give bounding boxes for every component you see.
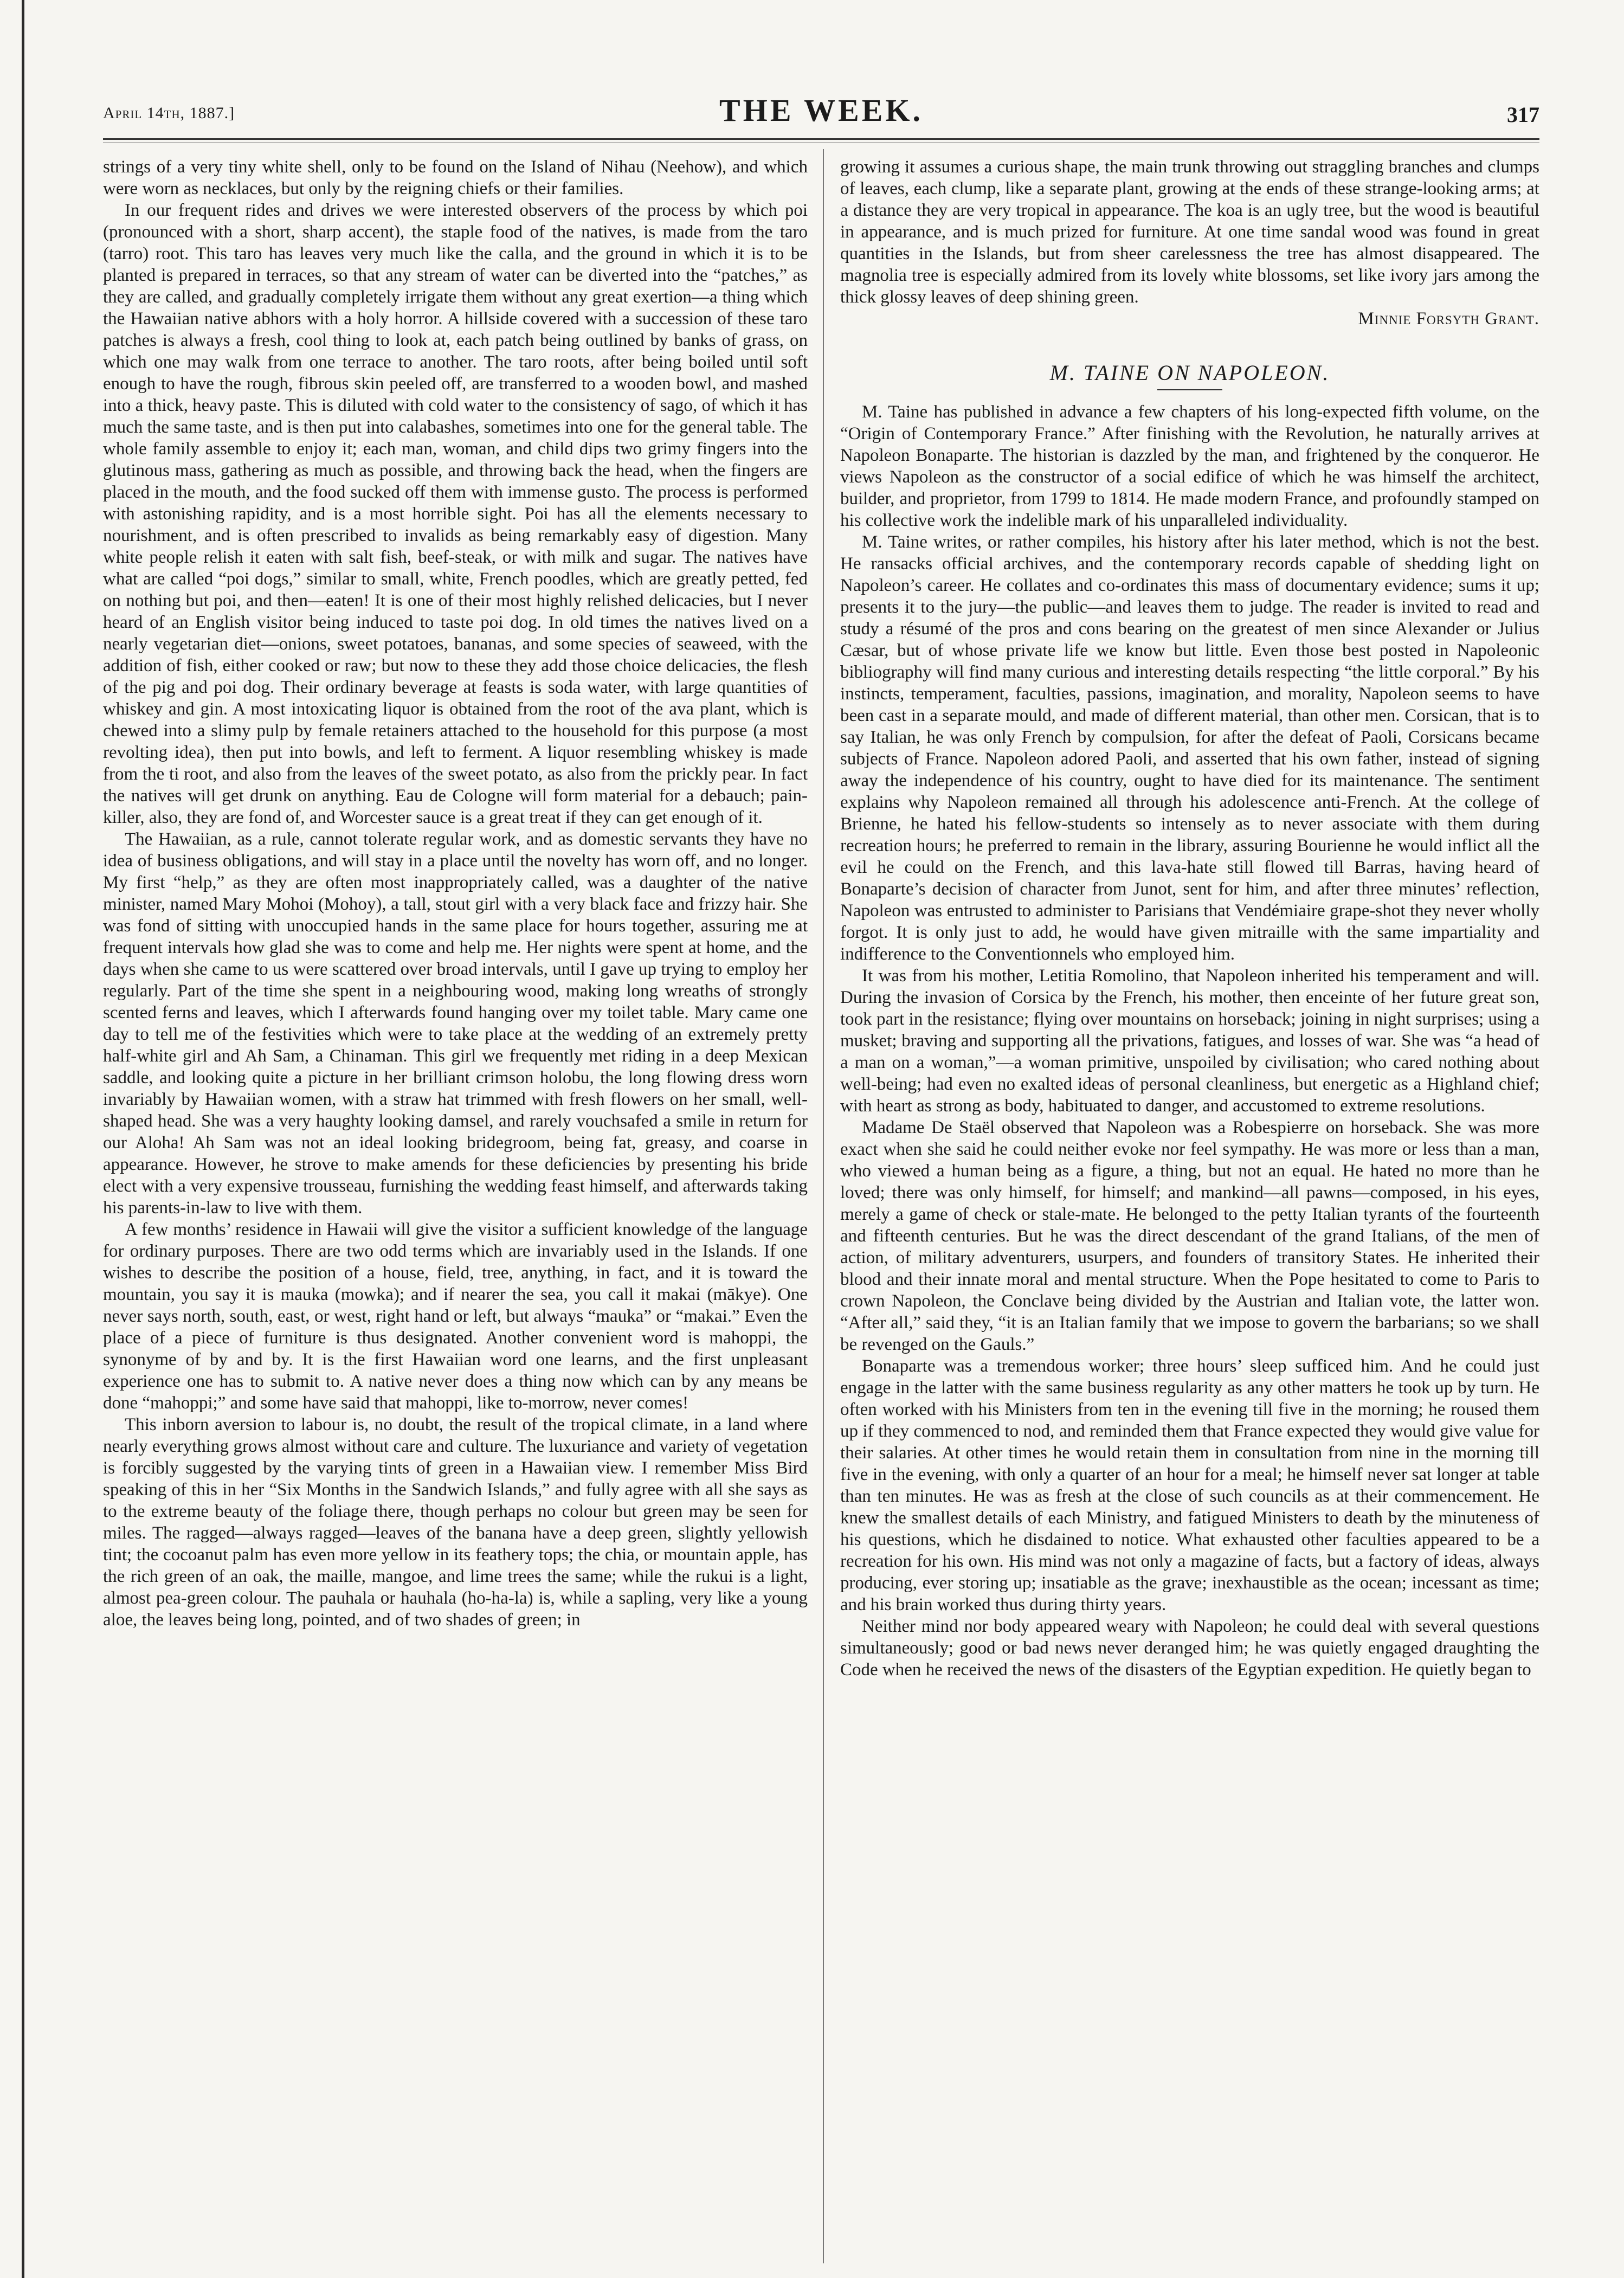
article-title: M. TAINE ON NAPOLEON. xyxy=(1049,361,1330,385)
paragraph: M. Taine has published in advance a few chapters of his long-expected fifth volume, on the “Origin of Contemporary France.” After finishing with the Revolution, he naturally arrives at Napoleon Bonaparte. The historian is dazzled by the man, and frightened by the conqueror. He views Napoleon as the constructor of a social edifice of which he was himself the architect, builder, and proprietor, from 1799 to 1814. He made modern France, and profoundly stamped on his collective work the indelible mark of his unparalleled individuality. xyxy=(840,402,1539,530)
title-rule xyxy=(1157,389,1222,390)
paragraph: A few months’ residence in Hawaii will give the visitor a sufficient knowledge of the language for ordinary purposes. There are two odd terms which are invariably used in the Islands. If one wishes to describe the position of a house, field, tree, anything, in fact, and it is toward the mountain, you say it is mauka (mowka); and if nearer the sea, you call it makai (mākye). One never says north, south, east, or west, right hand or left, but always “mauka” or “makai.” Even the place of a piece of furniture is thus designated. Another convenient word is mahoppi, the synonyme of by and by. It is the first Hawaiian word one learns, and the first unpleasant experience one has to submit to. A native never does a thing now which can by any means be done “mahoppi;” and some have said that mahoppi, like to-morrow, never comes! xyxy=(103,1220,808,1413)
page-edge-rule xyxy=(22,0,24,2278)
paragraph: This inborn aversion to labour is, no doubt, the result of the tropical climate, in a land where nearly everything grows almost without care and culture. The luxuriance and variety of vegetation is forcibly suggested by the varying tints of green in a Hawaiian view. I remember Miss Bird speaking of this in her “Six Months in the Sandwich Islands,” and fully agree with all she says as to the extreme beauty of the foliage there, though perhaps no colour but green may be seen for miles. The ragged—always ragged—leaves of the banana have a deep green, slightly yellowish tint; the cocoanut palm has even more yellow in its feathery tops; the chia, or mountain apple, has the rich green of an oak, the maille, mangoe, and lime trees the same; while the rukui is a light, almost pea-green colour. The pauhala or hauhala (ho-ha-la) is, while a sapling, very like a young aloe, the leaves being long, pointed, and of two shades of green; in xyxy=(103,1415,808,1630)
column-divider xyxy=(823,149,824,2263)
paragraph: strings of a very tiny white shell, only to be found on the Island of Nihau (Neehow), and which were worn as necklaces, but only by the reigning chiefs or their families. xyxy=(103,157,808,198)
issue-date: April 14th, 1887.] xyxy=(103,104,235,122)
header-rule xyxy=(103,138,1539,143)
page-number: 317 xyxy=(1507,102,1539,127)
paragraph: Madame De Staël observed that Napoleon was a Robespierre on horseback. She was more exact when she said he could neither evoke nor feel sympathy. He was more or less than a man, who viewed a human being as a figure, a thing, but not an equal. He hated no more than he loved; there was only himself, for himself; and mankind—all pawns—composed, in his eyes, merely a game of check or stale-mate. He belonged to the petty Italian tyrants of the fourteenth and fifteenth centuries. But he was the direct descendant of the grand Italians, of the men of action, of military adventurers, usurpers, and founders of transitory States. He inherited their blood and their innate moral and mental structure. When the Pope hesitated to come to Paris to crown Napoleon, the Conclave being divided by the Austrian and Italian vote, the latter won. “After all,” said they, “it is an Italian family that we impose to govern the barbarians; so we shall be revenged on the Gauls.” xyxy=(840,1118,1539,1354)
paragraph: The Hawaiian, as a rule, cannot tolerate regular work, and as domestic servants they have no idea of business obligations, and will stay in a place until the novelty has worn off, and no longer. My first “help,” as they are often most inappropriately called, was a daughter of the native minister, named Mary Mohoi (Mohoy), a tall, stout girl with a very black face and frizzy hair. She was fond of sitting with unoccupied hands in the same place for hours together, assuring me at frequent intervals how glad she was to come and help me. Her nights were spent at home, and the days when she came to us were scattered over broad intervals, until I gave up trying to employ her regularly. Part of the time she spent in a neighbouring wood, making long wreaths of strongly scented ferns and leaves, which I afterwards found hanging over my toilet table. Mary came one day to tell me of the festivities which were to take place at the wedding of an extremely pretty half-white girl and Ah Sam, a Chinaman. This girl we frequently met riding in a deep Mexican saddle, and looking quite a picture in her brilliant crimson holobu, the long flowing dress worn invariably by Hawaiian women, with a straw hat trimmed with fresh flowers on her small, well-shaped head. She was a very haughty looking damsel, and rarely vouchsafed a smile in return for our Aloha! Ah Sam was not an ideal looking bridegroom, being fat, greasy, and coarse in appearance. However, he strove to make amends for these deficiencies by presenting his bride elect with a very expensive trousseau, furnishing the wedding feast himself, and afterwards taking his parents-in-law to live with them. xyxy=(103,829,808,1218)
right-column xyxy=(840,156,1539,2265)
author-signature: Minnie Forsyth Grant. xyxy=(1358,309,1539,329)
page-header xyxy=(103,92,1539,136)
paragraph: Bonaparte was a tremendous worker; three hours’ sleep sufficed him. And he could just engage in the latter with the same business regularity as any other matters he took up by turn. He often worked with his Ministers from ten in the evening till five in the morning; he roused them up if they commenced to nod, and reminded them that France expected they would give value for their salaries. At other times he would retain them in consultation from nine in the morning till five in the evening, with only a quarter of an hour for a meal; he himself never sat longer at table than ten minutes. He was as fresh at the close of such councils as at their commencement. He knew the smallest details of each Ministry, and fatigued Ministers to death by the minuteness of his questions, which he disdained to notice. What exhausted other faculties appeared to be a recreation for his own. His mind was not only a magazine of facts, but a factory of ideas, always producing, ever storing up; insatiable as the grave; inexhaustible as the ocean; incessant as time; and his brain worked thus during thirty years. xyxy=(840,1356,1539,1614)
left-column xyxy=(103,156,808,2265)
paragraph: Neither mind nor body appeared weary with Napoleon; he could deal with several questions simultaneously; good or bad news never deranged him; he was quietly engaged draughting the Code when he received the news of the disasters of the Egyptian expedition. He quietly began to xyxy=(840,1617,1539,1679)
paragraph: growing it assumes a curious shape, the main trunk throwing out straggling branches and clumps of leaves, each clump, like a separate plant, growing at the ends of these strange-looking arms; at a distance they are very tropical in appearance. The koa is an ugly tree, but the wood is beautiful in appearance, and is much prized for furniture. At one time sandal wood was found in great quantities in the Islands, but from sheer carelessness the tree has almost disappeared. The magnolia tree is especially admired from its lovely white blossoms, set like ivory jars among the thick glossy leaves of deep shining green. xyxy=(840,157,1539,307)
journal-title: THE WEEK. xyxy=(719,93,923,128)
paragraph: M. Taine writes, or rather compiles, his history after his later method, which is not the best. He ransacks official archives, and the contemporary records capable of shedding light on Napoleon’s career. He collates and co-ordinates this mass of documentary evidence; sums it up; presents it to the jury—the public—and leaves them to judge. The reader is invited to read and study a résumé of the pros and cons bearing on the greatest of men since Alexander or Julius Cæsar, but of whose private life we know but little. Even those best posted in Napoleonic bibliography will find many curious and interesting details respecting “the little corporal.” By his instincts, temperament, faculties, passions, imagination, and morality, Napoleon seems to have been cast in a separate mould, and made of different material, than other men. Corsican, that is to say Italian, he was only French by compulsion, for after the defeat of Paoli, Corsicans became subjects of France. Napoleon adored Paoli, and asserted that his own father, instead of signing away the independence of his country, ought to have died for its maintenance. The sentiment explains why Napoleon remained all through his adolescence anti-French. At the college of Brienne, he hated his fellow-students so intensely as to never associate with them during recreation hours; he preferred to remain in the library, assuring Bourienne he would inflict all the evil he could on the French, and this lava-hate still flowed till Barras, having heard of Bonaparte’s decision of character from Junot, sent for him, and after three minutes’ reflection, Napoleon was entrusted to administer to Parisians that Vendémiaire grape-shot they never wholly forgot. It is only just to add, he would have given mitraille with the same impartiality and indifference to the Conventionnels who employed him. xyxy=(840,532,1539,964)
paragraph: In our frequent rides and drives we were interested observers of the process by which poi (pronounced with a short, sharp accent), the staple food of the natives, is made from the taro (tarro) root. This taro has leaves very much like the calla, and the ground in which it is to be planted is prepared in terraces, so that any stream of water can be diverted into the “patches,” as they are called, and gradually completely irrigate them without any great exertion—a thing which the Hawaiian native abhors with a holy horror. A hillside covered with a succession of these taro patches is always a fresh, cool thing to look at, each patch being outlined by banks of grass, on which one may walk from one terrace to another. The taro roots, after being boiled until soft enough to have the rough, fibrous skin peeled off, are transferred to a wooden bowl, and mashed into a thick, heavy paste. This is diluted with cold water to the consistency of sago, of which it has much the same taste, and is then put into calabashes, sometimes into one for the general table. The whole family assemble to enjoy it; each man, woman, and child dips two grimy fingers into the glutinous mass, gathering as much as possible, and throwing back the head, when the fingers are placed in the mouth, and the food sucked off them with immense gusto. The process is performed with astonishing rapidity, and is a most horrible sight. Poi has all the elements necessary to nourishment, and is often prescribed to invalids as being remarkably easy of digestion. Many white people relish it eaten with salt fish, beef-steak, or with milk and sugar. The natives have what are called “poi dogs,” similar to small, white, French poodles, which are greatly petted, fed on nothing but poi, and then—eaten! It is one of their most highly relished delicacies, but I never heard of an English visitor being induced to taste poi dog. In old times the natives lived on a nearly vegetarian diet—onions, sweet potatoes, bananas, and some species of seaweed, with the addition of fish, either cooked or raw; but now to these they add those choice delicacies, the flesh of the pig and poi dog. Their ordinary beverage at feasts is soda water, with large quantities of whiskey and gin. A most intoxicating liquor is obtained from the root of the ava plant, which is chewed into a slimy pulp by female retainers attached to the household for this purpose (a most revolting idea), then put into bowls, and left to ferment. A liquor resembling whiskey is made from the ti root, and also from the leaves of the sweet potato, as also from the prickly pear. In fact the natives will get drunk on anything. Eau de Cologne will form material for a debauch; pain-killer, also, they are fond of, and Worcester sauce is a great treat if they can get enough of it. xyxy=(103,201,808,827)
paragraph: It was from his mother, Letitia Romolino, that Napoleon inherited his temperament and will. During the invasion of Corsica by the French, his mother, then enceinte of her future great son, took part in the resistance; flying over mountains on horseback; joining in night surprises; using a musket; braving and supporting all the privations, fatigues, and losses of war. She was “a head of a man on a woman,”—a woman primitive, unspoiled by civilisation; who cared nothing about well-being; had even no exalted ideas of personal cleanliness, but energetic as a Highland chief; with heart as strong as body, habituated to danger, and accustomed to extreme resolutions. xyxy=(840,966,1539,1116)
